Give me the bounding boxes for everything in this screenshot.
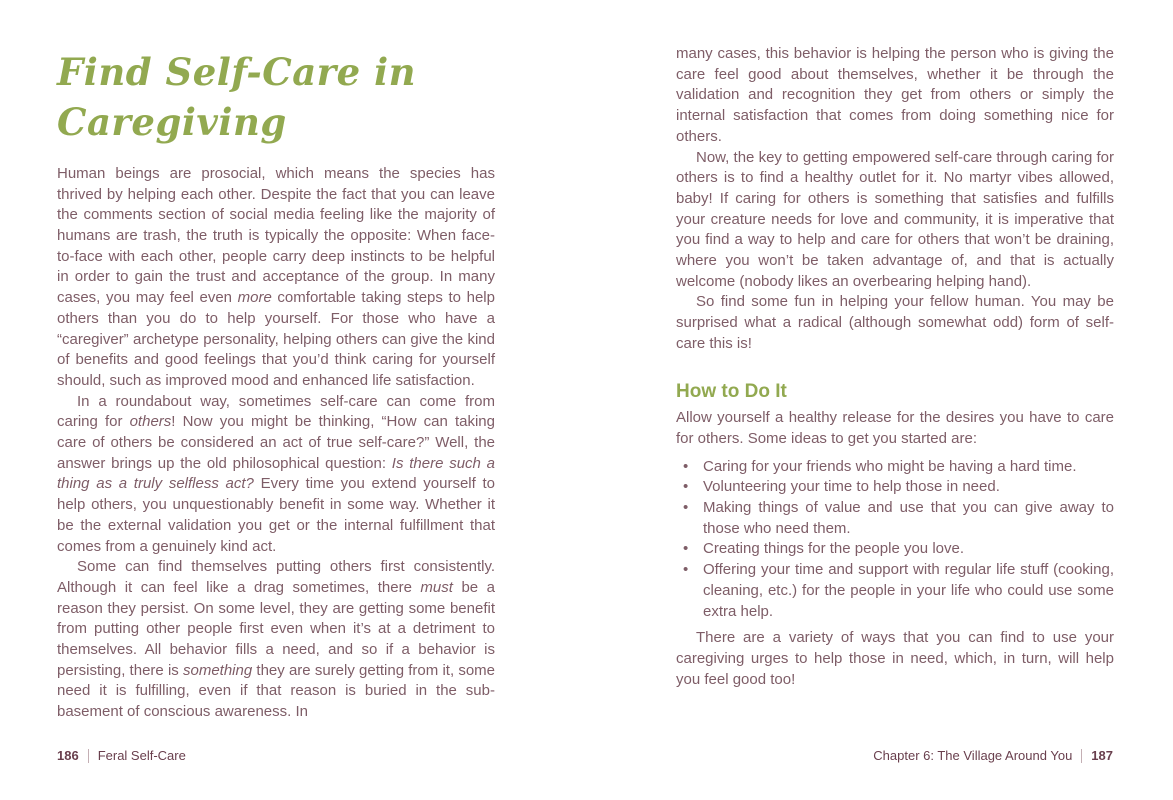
closing-paragraph: There are a variety of ways that you can find to use your caregiving urges to help those in need, which, in turn, will help you feel good too! (676, 629, 1114, 688)
bullet-list (676, 457, 1114, 623)
paragraph: Human beings are prosocial, which means the species has thrived by helping each other. Despite the fact that you can leave the comments section of social media feeling like the majority of humans are trash, the truth is typically the opposite: When face-to-face with each other, people carry deep instincts to be helpful in order to gain the trust and acceptance of the group. In many cases, you may feel even more comfortable taking steps to help others than you do to help yourself. For those who have a “caregiver” archetype personality, helping others can give the kind of benefits and good feelings that you’d think caring for yourself should, such as improved mood and enhanced life satisfaction. (57, 164, 495, 389)
chapter-title (57, 48, 495, 148)
footer-right (873, 748, 1113, 763)
list-item: • Volunteering your time to help those in need. (676, 477, 1114, 498)
footer-left (57, 748, 186, 763)
page-number-right: 187 (1091, 748, 1113, 763)
left-body-text (57, 164, 495, 723)
page-right (676, 44, 1114, 690)
paragraph: Some can find themselves putting others first consistently. Although it can feel like a drag sometimes, there must be a reason they persist. On some level, they are getting some benefit from putting other people first even when it’s at a detriment to themselves. All behavior fills a need, and so if a behavior is persisting, there is something they are surely getting from it, some need it is fulfilling, even if that reason is buried in the sub-basement of conscious awareness. In (57, 558, 496, 721)
right-body-text (676, 44, 1114, 690)
how-to-heading: How to Do It (676, 380, 787, 402)
chapter-label: Chapter 6: The Village Around You (873, 748, 1073, 763)
book-title-label: Feral Self-Care (97, 748, 186, 763)
page-left (57, 48, 495, 723)
list-item: • Caring for your friends who might be having a hard time. (676, 457, 1114, 478)
how-to-intro: Allow yourself a healthy release for the desires you have to care for others. Some ideas to get you started are: (676, 409, 1114, 447)
paragraph: many cases, this behavior is helping the person who is giving the care feel good about themselves, whether it be through the validation and recognition they get from others or simply the internal satisfaction that comes from doing something nice for others. (676, 45, 1114, 145)
list-item: • Creating things for the people you love. (676, 539, 1114, 560)
footer-divider (1081, 749, 1082, 763)
list-item: • Making things of value and use that you can give away to those who need them. (676, 498, 1114, 539)
paragraph: So find some fun in helping your fellow human. You may be surprised what a radical (although somewhat odd) form of self-care this is! (676, 293, 1114, 352)
paragraph: In a roundabout way, sometimes self-care can come from caring for others! Now you might be thinking, “How can taking care of others be considered an act of true self-care?” Well, the answer brings up the old philosophical question: Is there such a thing as a truly selfless act? Every time you extend yourself to help others, you unquestionably benefit in some way. Whether it be the external validation you get or the internal fulfillment that comes from a genuinely kind act. (57, 392, 496, 555)
list-item: • Offering your time and support with regular life stuff (cooking, cleaning, etc.) for the people in your life who could use some extra help. (676, 560, 1114, 622)
chapter-title-line1: Find Self-Care in (57, 50, 417, 94)
paragraph: Now, the key to getting empowered self-care through caring for others is to find a healthy outlet for it. No martyr vibes allowed, baby! If caring for others is something that satisfies and fulfills your creature needs for love and community, it is imperative that you find a way to help and care for others that won’t be draining, where you won’t be taken advantage of, and that is actually welcome (nobody likes an overbearing helping hand). (676, 148, 1114, 290)
chapter-title-line2: Caregiving (57, 99, 287, 144)
page-number-left: 186 (57, 748, 79, 763)
footer-divider (88, 749, 89, 763)
